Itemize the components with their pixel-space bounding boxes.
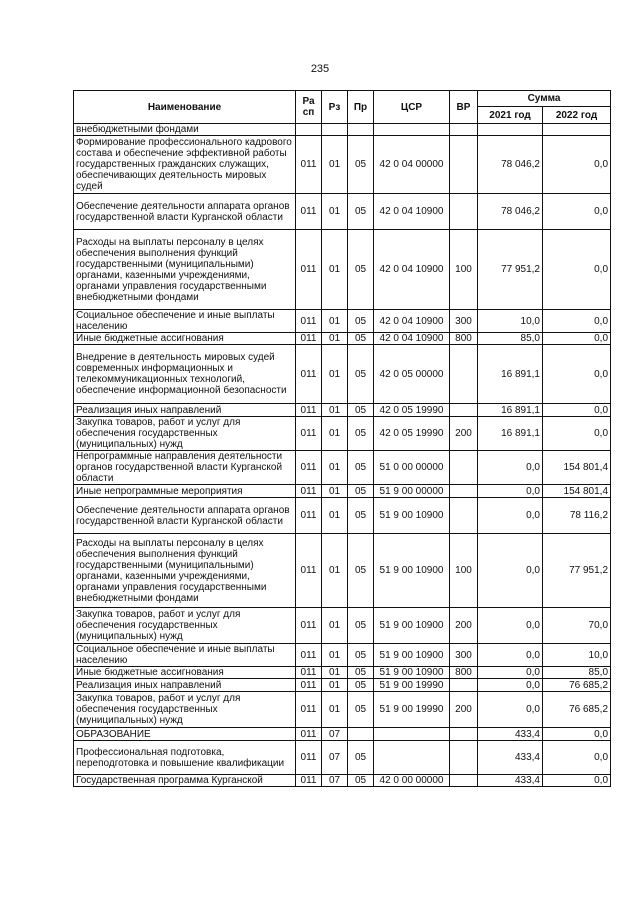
cell-2022: 0,0 <box>543 333 611 345</box>
cell-rasp: 011 <box>296 741 322 775</box>
header-2022: 2022 год <box>543 107 611 124</box>
cell-rasp <box>296 124 322 136</box>
cell-2022: 10,0 <box>543 644 611 667</box>
table-row <box>74 333 611 345</box>
cell-2022: 76 685,2 <box>543 679 611 692</box>
cell-2022: 154 801,4 <box>543 451 611 485</box>
cell-2021: 78 046,2 <box>478 194 543 230</box>
cell-rz: 07 <box>322 728 348 741</box>
table-row <box>74 345 611 404</box>
cell-name: Социальное обеспечение и иные выплаты населению <box>74 310 296 333</box>
table-row <box>74 728 611 741</box>
cell-name: Закупка товаров, работ и услуг для обеспечения государственных (муниципальных) нужд <box>74 608 296 644</box>
cell-rz: 01 <box>322 404 348 417</box>
cell-csr <box>374 741 450 775</box>
cell-rz: 01 <box>322 485 348 498</box>
cell-name: Социальное обеспечение и иные выплаты населению <box>74 644 296 667</box>
cell-rasp: 011 <box>296 194 322 230</box>
cell-pr: 05 <box>348 608 374 644</box>
cell-rasp: 011 <box>296 230 322 310</box>
cell-rasp: 011 <box>296 136 322 194</box>
cell-pr: 05 <box>348 679 374 692</box>
cell-vr <box>450 498 478 534</box>
cell-rz: 07 <box>322 741 348 775</box>
cell-2021: 0,0 <box>478 608 543 644</box>
cell-vr <box>450 194 478 230</box>
cell-2022: 0,0 <box>543 741 611 775</box>
table-row <box>74 230 611 310</box>
cell-rz: 01 <box>322 310 348 333</box>
cell-csr: 51 9 00 10900 <box>374 608 450 644</box>
cell-csr <box>374 728 450 741</box>
header-pr: Пр <box>348 91 374 124</box>
cell-vr <box>450 404 478 417</box>
cell-rz: 01 <box>322 644 348 667</box>
table-row <box>74 775 611 787</box>
cell-name: внебюджетными фондами <box>74 124 296 136</box>
cell-name: Расходы на выплаты персоналу в целях обеспечения выполнения функций государственными (муниципальными) органами, казенными учреждениями, органами управления государственными внебюджетными фондами <box>74 534 296 608</box>
table-row <box>74 451 611 485</box>
cell-vr <box>450 451 478 485</box>
cell-rz: 01 <box>322 534 348 608</box>
cell-rasp: 011 <box>296 667 322 679</box>
cell-pr: 05 <box>348 534 374 608</box>
cell-2022: 0,0 <box>543 417 611 451</box>
cell-2021: 0,0 <box>478 451 543 485</box>
cell-pr: 05 <box>348 230 374 310</box>
cell-rasp: 011 <box>296 485 322 498</box>
header-rz: Рз <box>322 91 348 124</box>
cell-name: Иные бюджетные ассигнования <box>74 667 296 679</box>
cell-rz: 01 <box>322 608 348 644</box>
cell-name: Расходы на выплаты персоналу в целях обеспечения выполнения функций государственными (муниципальными) органами, казенными учреждениями, органами управления государственными внебюджетными фондами <box>74 230 296 310</box>
table-row <box>74 404 611 417</box>
cell-csr: 51 9 00 19990 <box>374 679 450 692</box>
cell-2022: 0,0 <box>543 230 611 310</box>
cell-2022: 0,0 <box>543 728 611 741</box>
cell-2021: 0,0 <box>478 692 543 728</box>
cell-rasp: 011 <box>296 498 322 534</box>
cell-2021: 433,4 <box>478 775 543 787</box>
cell-rz: 01 <box>322 451 348 485</box>
header-sum: Сумма <box>478 91 611 107</box>
cell-name: Государственная программа Курганской <box>74 775 296 787</box>
cell-vr <box>450 485 478 498</box>
cell-vr <box>450 679 478 692</box>
cell-pr: 05 <box>348 451 374 485</box>
table-row <box>74 136 611 194</box>
cell-pr <box>348 124 374 136</box>
cell-vr: 200 <box>450 608 478 644</box>
cell-pr: 05 <box>348 498 374 534</box>
cell-rasp: 011 <box>296 310 322 333</box>
cell-rz: 01 <box>322 194 348 230</box>
cell-csr: 42 0 05 19990 <box>374 404 450 417</box>
table-row <box>74 124 611 136</box>
cell-pr: 05 <box>348 404 374 417</box>
cell-name: Профессиональная подготовка, переподготовка и повышение квалификации <box>74 741 296 775</box>
cell-2021: 0,0 <box>478 644 543 667</box>
cell-name: Закупка товаров, работ и услуг для обеспечения государственных (муниципальных) нужд <box>74 417 296 451</box>
cell-name: Непрограммные направления деятельности органов государственной власти Курганской области <box>74 451 296 485</box>
cell-rasp: 011 <box>296 728 322 741</box>
cell-csr: 42 0 05 19990 <box>374 417 450 451</box>
cell-name: Обеспечение деятельности аппарата органов государственной власти Курганской области <box>74 498 296 534</box>
cell-csr: 42 0 05 00000 <box>374 345 450 404</box>
cell-csr: 51 9 00 00000 <box>374 485 450 498</box>
cell-pr: 05 <box>348 345 374 404</box>
cell-csr: 51 9 00 10900 <box>374 534 450 608</box>
cell-rasp: 011 <box>296 333 322 345</box>
cell-rz: 01 <box>322 333 348 345</box>
cell-csr: 42 0 04 10900 <box>374 310 450 333</box>
cell-2021: 0,0 <box>478 485 543 498</box>
cell-2022: 0,0 <box>543 404 611 417</box>
cell-2022: 77 951,2 <box>543 534 611 608</box>
cell-2021: 16 891,1 <box>478 345 543 404</box>
cell-name: Иные непрограммные мероприятия <box>74 485 296 498</box>
cell-rasp: 011 <box>296 345 322 404</box>
table-row <box>74 667 611 679</box>
cell-rz: 01 <box>322 345 348 404</box>
header-csr: ЦСР <box>374 91 450 124</box>
cell-rasp: 011 <box>296 417 322 451</box>
cell-rasp: 011 <box>296 534 322 608</box>
header-name: Наименование <box>74 91 296 124</box>
cell-vr: 200 <box>450 692 478 728</box>
cell-pr: 05 <box>348 667 374 679</box>
cell-rz: 01 <box>322 136 348 194</box>
cell-csr <box>374 124 450 136</box>
cell-pr: 05 <box>348 417 374 451</box>
cell-pr <box>348 728 374 741</box>
table-row <box>74 608 611 644</box>
table-row <box>74 692 611 728</box>
table-row <box>74 485 611 498</box>
cell-rz <box>322 124 348 136</box>
cell-csr: 42 0 04 10900 <box>374 230 450 310</box>
cell-pr: 05 <box>348 194 374 230</box>
cell-2022: 70,0 <box>543 608 611 644</box>
cell-rz: 01 <box>322 692 348 728</box>
cell-rz: 01 <box>322 417 348 451</box>
cell-vr <box>450 775 478 787</box>
cell-pr: 05 <box>348 692 374 728</box>
cell-rz: 01 <box>322 667 348 679</box>
cell-2021: 433,4 <box>478 728 543 741</box>
cell-2022: 0,0 <box>543 194 611 230</box>
cell-rasp: 011 <box>296 775 322 787</box>
cell-vr: 100 <box>450 534 478 608</box>
cell-rz: 01 <box>322 498 348 534</box>
cell-vr <box>450 136 478 194</box>
cell-vr <box>450 741 478 775</box>
cell-2022: 85,0 <box>543 667 611 679</box>
cell-name: ОБРАЗОВАНИЕ <box>74 728 296 741</box>
cell-rasp: 011 <box>296 608 322 644</box>
table-row <box>74 679 611 692</box>
table-row <box>74 644 611 667</box>
cell-rasp: 011 <box>296 692 322 728</box>
cell-name: Формирование профессионального кадрового состава и обеспечение эффективной работы государственных гражданских служащих, обеспечивающих деятельность мировых судей <box>74 136 296 194</box>
cell-2022: 76 685,2 <box>543 692 611 728</box>
cell-csr: 51 9 00 10900 <box>374 667 450 679</box>
cell-2021 <box>478 124 543 136</box>
cell-2021: 0,0 <box>478 667 543 679</box>
table-row <box>74 534 611 608</box>
cell-rz: 01 <box>322 230 348 310</box>
cell-pr: 05 <box>348 310 374 333</box>
cell-vr: 200 <box>450 417 478 451</box>
cell-vr: 100 <box>450 230 478 310</box>
cell-csr: 51 0 00 00000 <box>374 451 450 485</box>
cell-vr: 800 <box>450 333 478 345</box>
cell-name: Реализация иных направлений <box>74 404 296 417</box>
budget-table <box>73 90 611 787</box>
cell-csr: 42 0 04 10900 <box>374 333 450 345</box>
cell-vr: 800 <box>450 667 478 679</box>
cell-2021: 0,0 <box>478 534 543 608</box>
cell-csr: 42 0 04 10900 <box>374 194 450 230</box>
cell-csr: 42 0 04 00000 <box>374 136 450 194</box>
cell-2021: 433,4 <box>478 741 543 775</box>
header-2021: 2021 год <box>478 107 543 124</box>
table-row <box>74 194 611 230</box>
cell-pr: 05 <box>348 644 374 667</box>
page-number: 235 <box>310 63 330 75</box>
cell-vr <box>450 124 478 136</box>
table-row <box>74 310 611 333</box>
table-body <box>74 124 611 787</box>
cell-name: Обеспечение деятельности аппарата органов государственной власти Курганской области <box>74 194 296 230</box>
table-row <box>74 498 611 534</box>
cell-rasp: 011 <box>296 451 322 485</box>
cell-rasp: 011 <box>296 404 322 417</box>
cell-2021: 0,0 <box>478 679 543 692</box>
table-row <box>74 417 611 451</box>
cell-name: Закупка товаров, работ и услуг для обеспечения государственных (муниципальных) нужд <box>74 692 296 728</box>
cell-vr: 300 <box>450 644 478 667</box>
cell-csr: 42 0 00 00000 <box>374 775 450 787</box>
cell-vr: 300 <box>450 310 478 333</box>
table-row <box>74 741 611 775</box>
cell-2021: 16 891,1 <box>478 417 543 451</box>
cell-2021: 10,0 <box>478 310 543 333</box>
header-rasp: Ра сп <box>296 91 322 124</box>
cell-2022: 0,0 <box>543 345 611 404</box>
cell-rasp: 011 <box>296 679 322 692</box>
cell-2022: 78 116,2 <box>543 498 611 534</box>
cell-csr: 51 9 00 10900 <box>374 644 450 667</box>
cell-rz: 07 <box>322 775 348 787</box>
cell-csr: 51 9 00 19990 <box>374 692 450 728</box>
cell-rasp: 011 <box>296 644 322 667</box>
cell-pr: 05 <box>348 136 374 194</box>
cell-pr: 05 <box>348 485 374 498</box>
cell-vr <box>450 345 478 404</box>
cell-2022 <box>543 124 611 136</box>
cell-2021: 77 951,2 <box>478 230 543 310</box>
cell-2022: 0,0 <box>543 775 611 787</box>
cell-pr: 05 <box>348 741 374 775</box>
cell-2022: 0,0 <box>543 310 611 333</box>
cell-2022: 154 801,4 <box>543 485 611 498</box>
cell-name: Иные бюджетные ассигнования <box>74 333 296 345</box>
cell-2021: 78 046,2 <box>478 136 543 194</box>
cell-name: Реализация иных направлений <box>74 679 296 692</box>
cell-2021: 85,0 <box>478 333 543 345</box>
cell-2021: 16 891,1 <box>478 404 543 417</box>
cell-csr: 51 9 00 10900 <box>374 498 450 534</box>
cell-name: Внедрение в деятельность мировых судей современных информационных и телекоммуникационных технологий, обеспечение информационной безопасности <box>74 345 296 404</box>
cell-rz: 01 <box>322 679 348 692</box>
cell-pr: 05 <box>348 775 374 787</box>
cell-vr <box>450 728 478 741</box>
cell-2022: 0,0 <box>543 136 611 194</box>
header-vr: ВР <box>450 91 478 124</box>
cell-pr: 05 <box>348 333 374 345</box>
cell-2021: 0,0 <box>478 498 543 534</box>
